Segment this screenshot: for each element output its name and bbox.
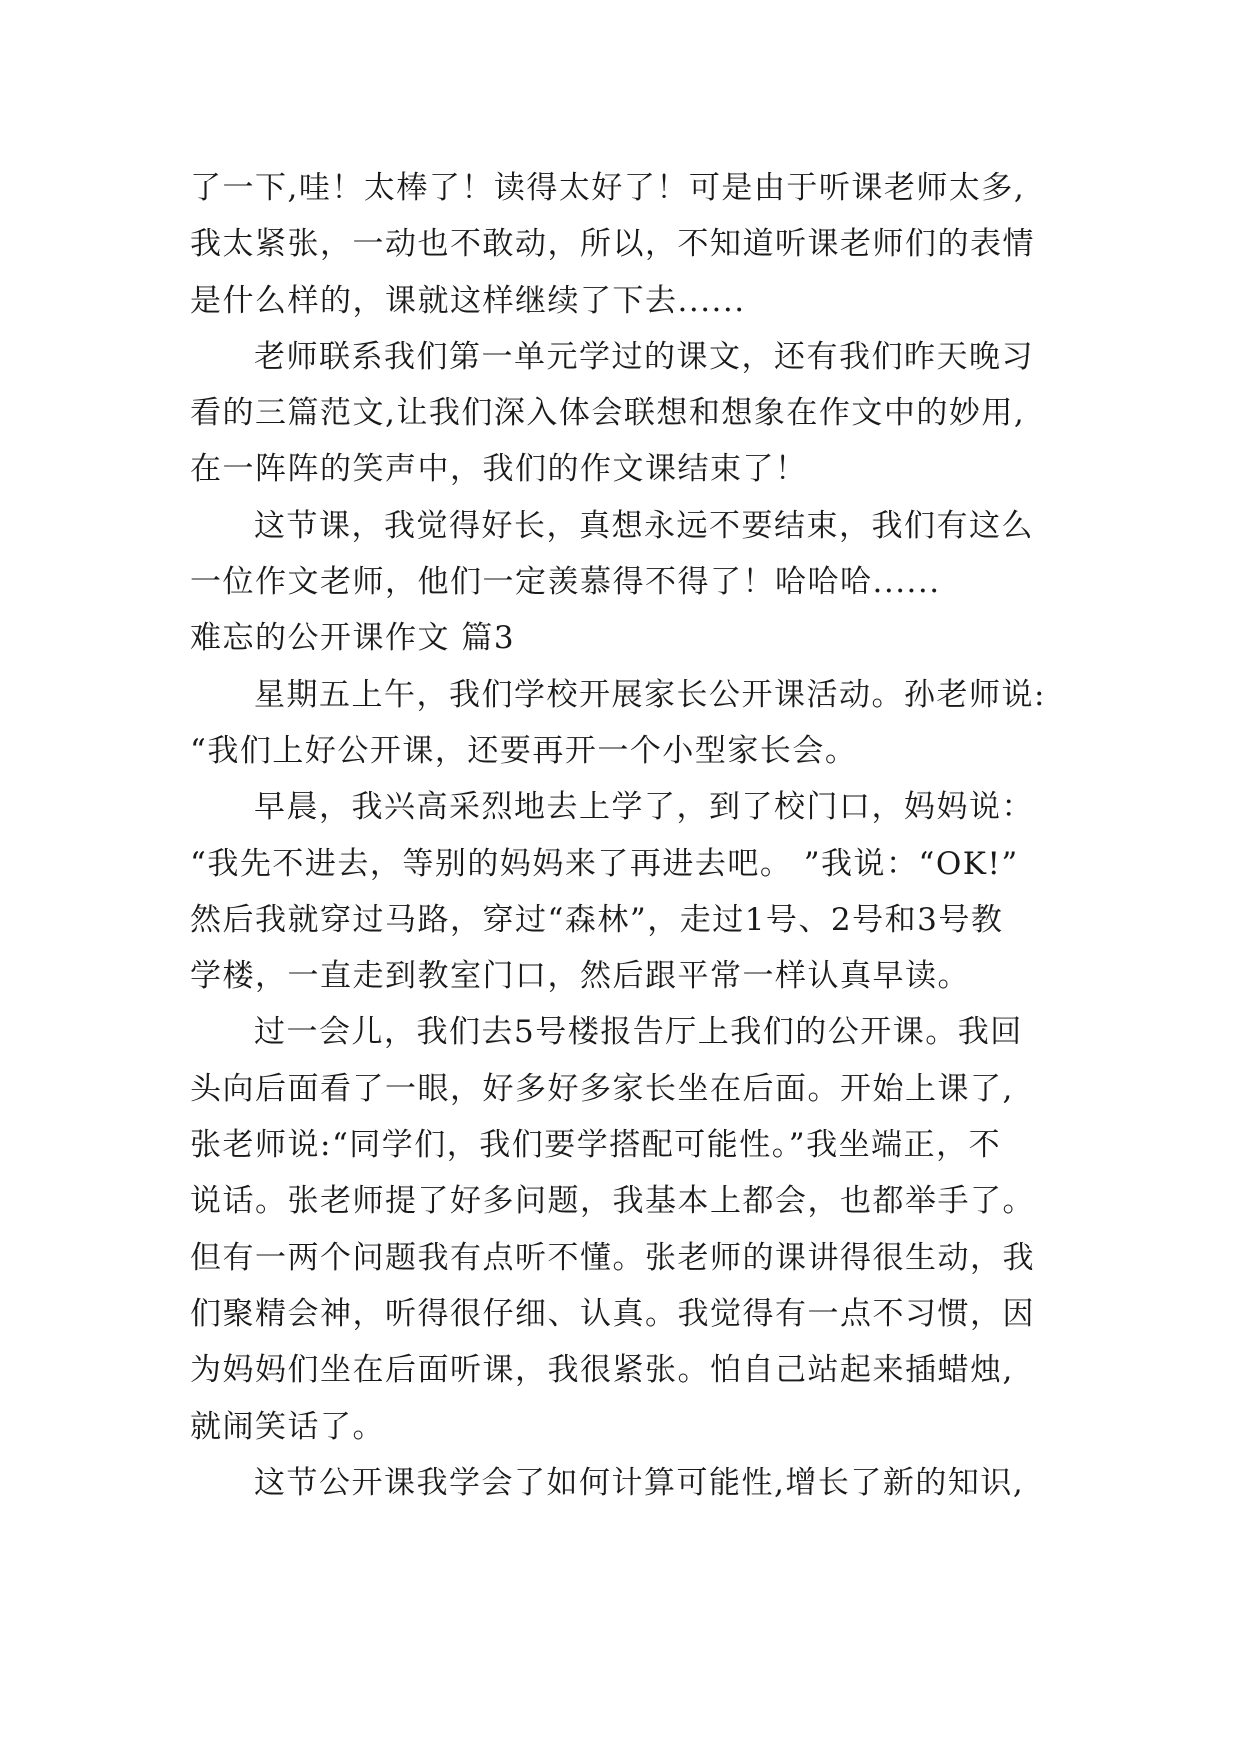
text-line: 一位作文老师，他们一定羡慕得不得了！哈哈哈...... [190,564,941,601]
text-line: 看的三篇范文,让我们深入体会联想和想象在作文中的妙用, [190,395,1026,432]
section-heading: 难忘的公开课作文 篇3 [190,620,516,657]
text-line: 了一下,哇！太棒了！读得太好了！可是由于听课老师太多, [190,170,1026,206]
text-line: 们聚精会神，听得很仔细、认真。我觉得有一点不习惯，因 [190,1295,1035,1332]
paragraph-start-line: 早晨，我兴高采烈地去上学了，到了校门口，妈妈说： [254,789,1034,826]
text-line: 然后我就穿过马路，穿过“森林”，走过1号、2号和3号教 [190,901,1004,938]
document-page [190,160,1090,1511]
paragraph-start-line: 老师联系我们第一单元学过的课文，还有我们昨天晚习 [254,338,1034,375]
paragraph-start-line: 这节课，我觉得好长，真想永远不要结束，我们有这么 [254,507,1034,544]
text-line: 学楼，一直走到教室门口，然后跟平常一样认真早读。 [190,958,970,995]
paragraph-start-line: 这节公开课我学会了如何计算可能性,增长了新的知识, [254,1464,1025,1501]
text-line: “我先不进去，等别的妈妈来了再进去吧。 ”我说：“OK!” [190,845,1019,882]
text-line: 头向后面看了一眼，好多好多家长坐在后面。开始上课了, [190,1070,1014,1107]
text-line: 在一阵阵的笑声中，我们的作文课结束了！ [190,451,808,488]
text-line: 是什么样的，课就这样继续了下去...... [190,282,746,319]
text-line: “我们上好公开课，还要再开一个小型家长会。 [190,732,858,769]
paragraph-start-line: 星期五上午，我们学校开展家长公开课活动。孙老师说: [254,676,1046,713]
text-line: 就闹笑话了。 [190,1408,385,1445]
text-line: 我太紧张，一动也不敢动，所以，不知道听课老师们的表情 [190,226,1035,263]
text-line: 说话。张老师提了好多问题，我基本上都会，也都举手了。 [190,1183,1035,1220]
text-line: 但有一两个问题我有点听不懂。张老师的课讲得很生动，我 [190,1239,1035,1276]
text-line: 为妈妈们坐在后面听课，我很紧张。怕自己站起来插蜡烛, [190,1352,1014,1389]
paragraph-start-line: 过一会儿，我们去5号楼报告厅上我们的公开课。我回 [254,1014,1023,1051]
text-line: 张老师说:“同学们，我们要学搭配可能性。”我坐端正，不 [190,1127,1002,1164]
